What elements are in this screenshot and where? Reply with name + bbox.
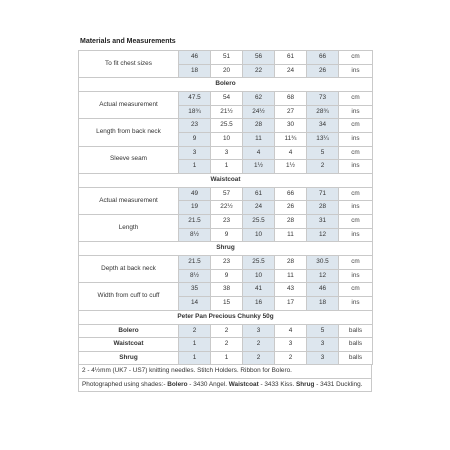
needles-note: 2 - 4½mm (UK7 - US7) knitting needles. Stitch Holders. Ribbon for Bolero. [78, 365, 372, 379]
value-cell: 8½ [179, 228, 211, 242]
value-cell: 57 [211, 187, 243, 201]
yarn-heading: Peter Pan Precious Chunky 50g [79, 310, 373, 324]
value-cell: 22 [243, 64, 275, 78]
value-cell: 73 [307, 92, 339, 106]
unit-cell: cm [339, 256, 373, 270]
table-row [79, 119, 373, 133]
value-cell: 66 [275, 187, 307, 201]
value-cell: 61 [243, 187, 275, 201]
value-cell: 2 [211, 338, 243, 352]
value-cell: 3 [275, 338, 307, 352]
value-cell: 11 [243, 132, 275, 146]
value-cell: 1 [211, 351, 243, 365]
value-cell: 43 [275, 283, 307, 297]
unit-cell: cm [339, 51, 373, 65]
unit-cell: balls [339, 338, 373, 352]
section-heading: Waistcoat [79, 173, 373, 187]
value-cell: 2 [243, 338, 275, 352]
value-cell: 3 [211, 146, 243, 160]
section-heading-row [79, 78, 373, 92]
value-cell: 26 [307, 64, 339, 78]
table-row [79, 146, 373, 160]
value-cell: 16 [243, 296, 275, 310]
value-cell: 12 [307, 228, 339, 242]
value-cell: 47.5 [179, 92, 211, 106]
value-cell: 1 [179, 351, 211, 365]
table-row [79, 324, 373, 338]
shades-shrug-value: - 3431 Duckling. [314, 380, 363, 388]
table-row [79, 92, 373, 106]
value-cell: 3 [243, 324, 275, 338]
yarn-garment-label: Waistcoat [79, 338, 179, 352]
value-cell: 23 [179, 119, 211, 133]
value-cell: 10 [243, 269, 275, 283]
table-row [79, 51, 373, 65]
value-cell: 26 [275, 201, 307, 215]
value-cell: 4 [275, 146, 307, 160]
value-cell: 28 [275, 256, 307, 270]
unit-cell: cm [339, 92, 373, 106]
value-cell: 17 [275, 296, 307, 310]
value-cell: 9 [211, 269, 243, 283]
value-cell: 2 [211, 324, 243, 338]
value-cell: 46 [179, 51, 211, 65]
section-heading-row [79, 242, 373, 256]
value-cell: 19 [179, 201, 211, 215]
value-cell: 46 [307, 283, 339, 297]
value-cell: 18¾ [179, 105, 211, 119]
table-row [79, 351, 373, 365]
value-cell: 3 [307, 338, 339, 352]
value-cell: 18 [307, 296, 339, 310]
measurement-label: Width from cuff to cuff [79, 283, 179, 310]
shades-bolero-value: - 3430 Angel. [187, 380, 229, 388]
fit-chest-label: To fit chest sizes [79, 51, 179, 78]
value-cell: 68 [275, 92, 307, 106]
measurement-label: Depth at back neck [79, 256, 179, 283]
value-cell: 27 [275, 105, 307, 119]
value-cell: 11 [275, 269, 307, 283]
value-cell: 25.5 [211, 119, 243, 133]
section-heading: Shrug [79, 242, 373, 256]
section-heading: Bolero [79, 78, 373, 92]
value-cell: 4 [243, 146, 275, 160]
shades-waistcoat-value: - 3433 Kiss. [258, 380, 296, 388]
unit-cell: ins [339, 64, 373, 78]
unit-cell: cm [339, 214, 373, 228]
value-cell: 62 [243, 92, 275, 106]
value-cell: 25.5 [243, 256, 275, 270]
value-cell: 11¾ [275, 132, 307, 146]
value-cell: 1½ [275, 160, 307, 174]
unit-cell: ins [339, 132, 373, 146]
value-cell: 23 [211, 256, 243, 270]
value-cell: 49 [179, 187, 211, 201]
table-row [79, 283, 373, 297]
page-title: Materials and Measurements [80, 38, 176, 45]
unit-cell: ins [339, 228, 373, 242]
table-row [79, 256, 373, 270]
value-cell: 1½ [243, 160, 275, 174]
measurements-table [78, 50, 373, 365]
value-cell: 1 [179, 338, 211, 352]
value-cell: 22½ [211, 201, 243, 215]
shades-bolero-label: Bolero [167, 380, 188, 388]
shades-shrug-label: Shrug [296, 380, 315, 388]
value-cell: 28 [275, 214, 307, 228]
yarn-heading-row [79, 310, 373, 324]
value-cell: 28 [307, 201, 339, 215]
value-cell: 30 [275, 119, 307, 133]
measurement-label: Length [79, 214, 179, 241]
value-cell: 21.5 [179, 256, 211, 270]
yarn-garment-label: Shrug [79, 351, 179, 365]
value-cell: 2 [307, 160, 339, 174]
value-cell: 3 [179, 146, 211, 160]
unit-cell: ins [339, 160, 373, 174]
unit-cell: balls [339, 324, 373, 338]
value-cell: 5 [307, 146, 339, 160]
unit-cell: cm [339, 187, 373, 201]
value-cell: 9 [179, 132, 211, 146]
value-cell: 21.5 [179, 214, 211, 228]
section-heading-row [79, 173, 373, 187]
value-cell: 66 [307, 51, 339, 65]
unit-cell: balls [339, 351, 373, 365]
shades-waistcoat-label: Waistcoat [228, 380, 259, 388]
value-cell: 51 [211, 51, 243, 65]
measurement-label: Actual measurement [79, 92, 179, 119]
value-cell: 24½ [243, 105, 275, 119]
unit-cell: cm [339, 283, 373, 297]
value-cell: 25.5 [243, 214, 275, 228]
value-cell: 11 [275, 228, 307, 242]
table-row [79, 338, 373, 352]
value-cell: 14 [179, 296, 211, 310]
value-cell: 56 [243, 51, 275, 65]
value-cell: 10 [211, 132, 243, 146]
value-cell: 31 [307, 214, 339, 228]
shades-note [78, 379, 372, 393]
value-cell: 54 [211, 92, 243, 106]
measurement-label: Actual measurement [79, 187, 179, 214]
value-cell: 13¼ [307, 132, 339, 146]
value-cell: 9 [211, 228, 243, 242]
unit-cell: cm [339, 119, 373, 133]
value-cell: 28¾ [307, 105, 339, 119]
table-row [79, 214, 373, 228]
value-cell: 18 [179, 64, 211, 78]
unit-cell: ins [339, 269, 373, 283]
value-cell: 1 [179, 160, 211, 174]
measurement-label: Sleeve seam [79, 146, 179, 173]
value-cell: 12 [307, 269, 339, 283]
measurement-label: Length from back neck [79, 119, 179, 146]
value-cell: 2 [179, 324, 211, 338]
value-cell: 30.5 [307, 256, 339, 270]
value-cell: 1 [211, 160, 243, 174]
value-cell: 23 [211, 214, 243, 228]
value-cell: 71 [307, 187, 339, 201]
value-cell: 28 [243, 119, 275, 133]
value-cell: 24 [275, 64, 307, 78]
value-cell: 41 [243, 283, 275, 297]
value-cell: 2 [275, 351, 307, 365]
value-cell: 24 [243, 201, 275, 215]
value-cell: 3 [307, 351, 339, 365]
unit-cell: cm [339, 146, 373, 160]
value-cell: 10 [243, 228, 275, 242]
value-cell: 35 [179, 283, 211, 297]
value-cell: 2 [243, 351, 275, 365]
unit-cell: ins [339, 201, 373, 215]
value-cell: 20 [211, 64, 243, 78]
shades-prefix: Photographed using shades:- [82, 380, 168, 388]
value-cell: 21½ [211, 105, 243, 119]
yarn-garment-label: Bolero [79, 324, 179, 338]
value-cell: 5 [307, 324, 339, 338]
value-cell: 61 [275, 51, 307, 65]
value-cell: 38 [211, 283, 243, 297]
unit-cell: ins [339, 296, 373, 310]
materials-document [78, 38, 372, 392]
measurements-table-body [79, 51, 373, 365]
table-row [79, 187, 373, 201]
value-cell: 4 [275, 324, 307, 338]
value-cell: 8½ [179, 269, 211, 283]
unit-cell: ins [339, 105, 373, 119]
value-cell: 15 [211, 296, 243, 310]
value-cell: 34 [307, 119, 339, 133]
